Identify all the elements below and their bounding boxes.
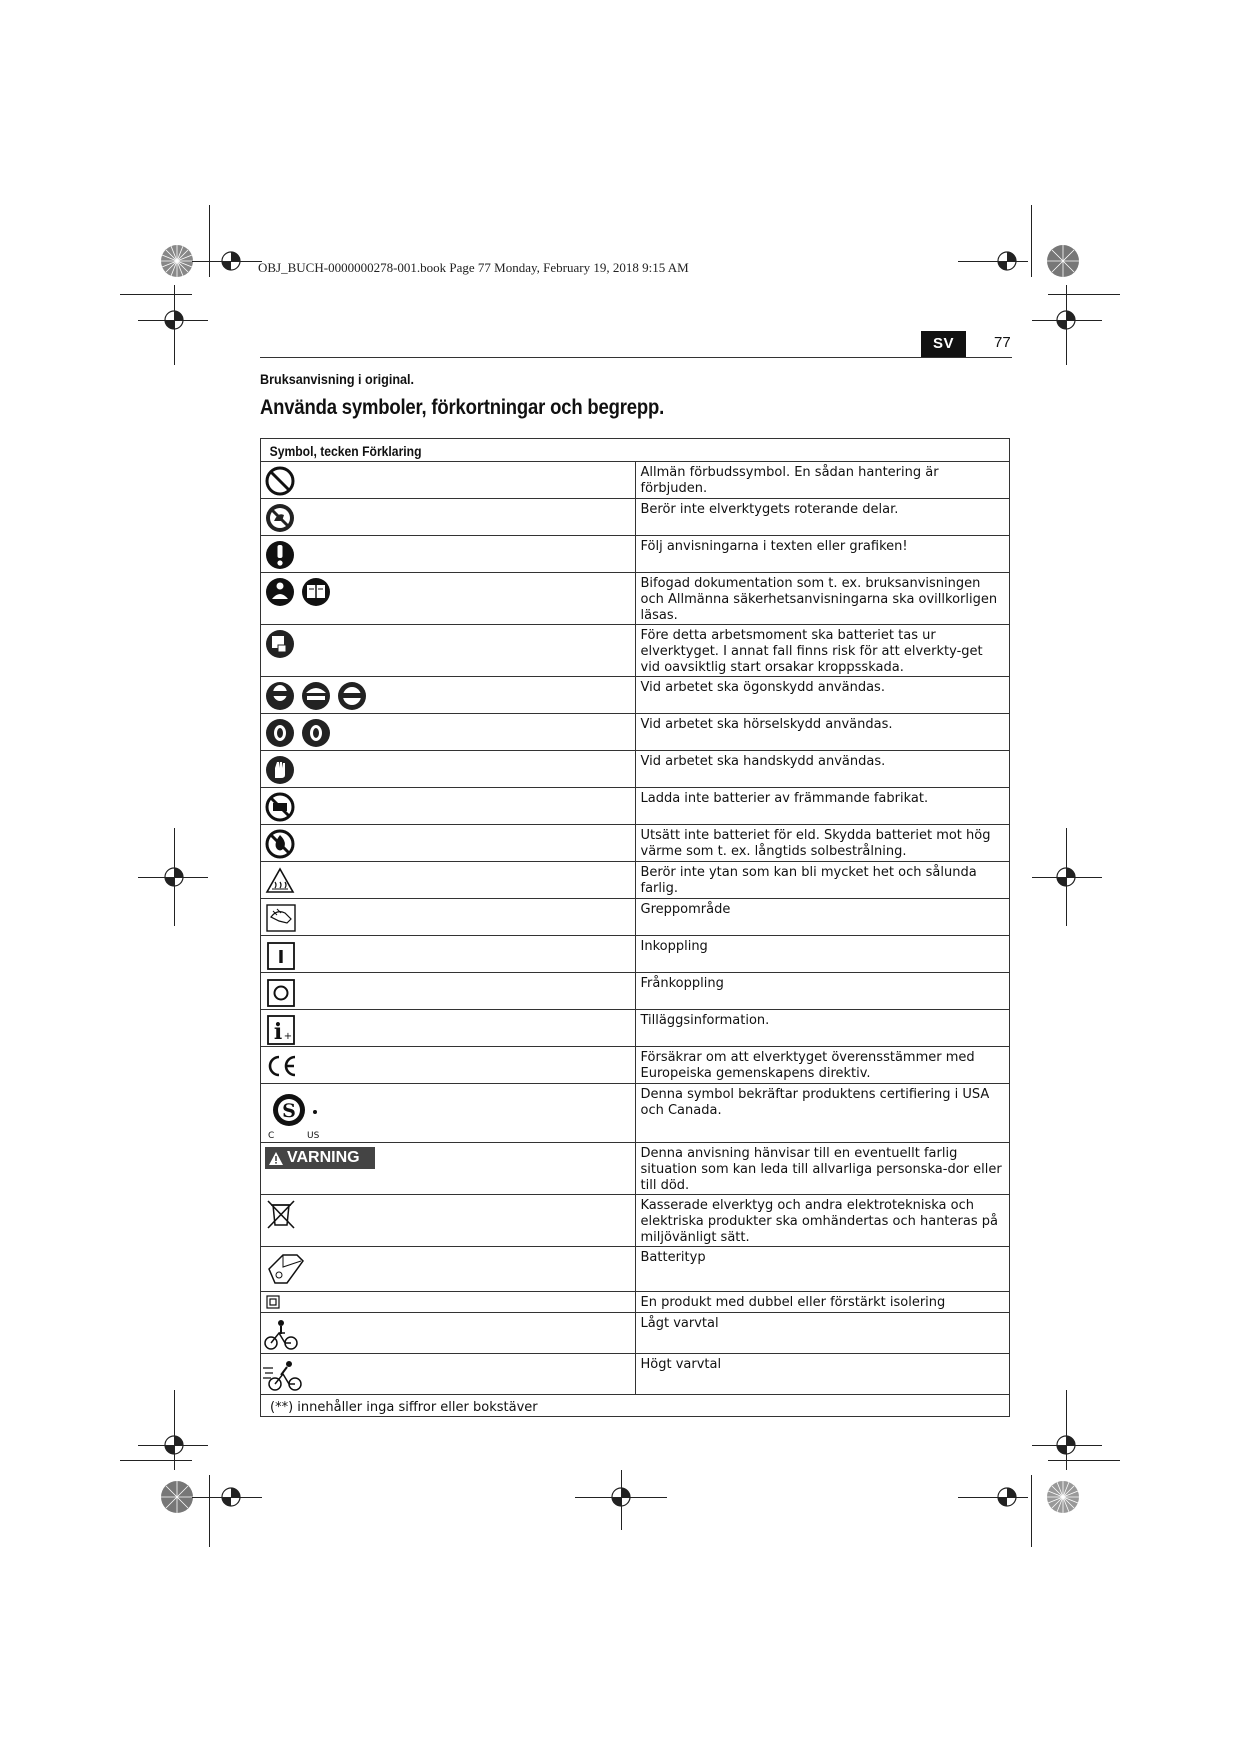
table-row xyxy=(261,625,1010,677)
symbol-cell xyxy=(261,973,636,1010)
table-row xyxy=(261,788,1010,825)
explanation-cell: Ladda inte batterier av främmande fabrikat. xyxy=(635,788,1010,825)
explanation-cell: Allmän förbudssymbol. En sådan hantering är förbjuden. xyxy=(635,462,1010,499)
explanation-cell: Bifogad dokumentation som t. ex. bruksanvisningen och Allmänna säkerhetsanvisningarna ska ovillkorligen läsas. xyxy=(635,573,1010,625)
high-speed-icon xyxy=(261,1354,311,1394)
table-row xyxy=(261,825,1010,862)
warning-label-text: VARNING xyxy=(287,1149,360,1166)
table-row xyxy=(261,573,1010,625)
table-row xyxy=(261,1010,1010,1047)
battery-type-icon xyxy=(261,1247,311,1291)
explanation-cell: Batterityp xyxy=(635,1247,1010,1292)
symbol-cell xyxy=(261,1195,636,1247)
svg-text:i: i xyxy=(273,1019,283,1045)
hot-surface-icon xyxy=(261,862,301,898)
explanation-cell: Denna symbol bekräftar produktens certifiering i USA och Canada. xyxy=(635,1084,1010,1143)
svg-text:US: US xyxy=(307,1131,320,1141)
registration-rosette-icon xyxy=(1046,244,1080,278)
table-header: Symbol, tecken Förklaring xyxy=(269,444,422,459)
no-foreign-battery-icon xyxy=(261,788,301,824)
explanation-cell: Före detta arbetsmoment ska batteriet tas ur elverktyget. I annat fall finns risk för att elverkty-get vid oavsiktlig start orsakar kroppsskada. xyxy=(635,625,1010,677)
table-row xyxy=(261,751,1010,788)
ce-mark-icon xyxy=(261,1047,301,1083)
explanation-cell: Kasserade elverktyg och andra elektrotekniska och elektriska produkter ska omhändertas och hanteras på miljövänligt sätt. xyxy=(635,1195,1010,1247)
info-icon xyxy=(261,1010,301,1046)
explanation-cell: Tilläggsinformation. xyxy=(635,1010,1010,1047)
grip-area-icon xyxy=(261,899,301,935)
prohibition-icon xyxy=(261,462,301,498)
symbol-cell xyxy=(261,714,636,751)
eye-protection-icon xyxy=(261,677,371,713)
table-row xyxy=(261,899,1010,936)
no-fire-icon xyxy=(261,825,301,861)
document-subtitle: Bruksanvisning i original. xyxy=(260,371,415,387)
symbol-cell xyxy=(261,1313,636,1354)
explanation-cell: Greppområde xyxy=(635,899,1010,936)
no-touch-rotating-icon xyxy=(261,499,301,535)
table-row xyxy=(261,1354,1010,1395)
explanation-cell: Försäkrar om att elverktyget överensstämmer med Europeiska gemenskapens direktiv. xyxy=(635,1047,1010,1084)
switch-on-icon xyxy=(261,936,301,972)
table-row xyxy=(261,1313,1010,1354)
table-row xyxy=(261,1143,1010,1195)
table-row xyxy=(261,1084,1010,1143)
symbol-cell xyxy=(261,536,636,573)
hearing-protection-icon xyxy=(261,714,341,750)
page-title: Använda symboler, förkortningar och begrepp. xyxy=(260,396,665,419)
symbol-cell xyxy=(261,788,636,825)
table-footnote: (**) innehåller inga siffror eller bokstäver xyxy=(270,1400,538,1415)
table-row xyxy=(261,1195,1010,1247)
symbol-cell xyxy=(261,1143,636,1195)
symbol-cell xyxy=(261,1047,636,1084)
table-footer-row xyxy=(261,1395,1010,1417)
table-row xyxy=(261,677,1010,714)
symbol-table xyxy=(260,438,1010,1417)
explanation-cell: Högt varvtal xyxy=(635,1354,1010,1395)
explanation-cell: Vid arbetet ska ögonskydd användas. xyxy=(635,677,1010,714)
symbol-cell xyxy=(261,462,636,499)
exclamation-icon xyxy=(261,536,301,572)
symbol-cell xyxy=(261,573,636,625)
table-row xyxy=(261,1292,1010,1313)
symbol-cell xyxy=(261,825,636,862)
explanation-cell: Lågt varvtal xyxy=(635,1313,1010,1354)
switch-off-icon xyxy=(261,973,301,1009)
remove-battery-icon xyxy=(261,625,301,661)
explanation-cell: En produkt med dubbel eller förstärkt isolering xyxy=(635,1292,1010,1313)
registration-rosette-icon xyxy=(1046,1480,1080,1514)
symbol-cell xyxy=(261,899,636,936)
svg-text:S: S xyxy=(282,1100,296,1122)
explanation-cell: Berör inte elverktygets roterande delar. xyxy=(635,499,1010,536)
warning-triangle-icon xyxy=(268,1151,284,1166)
symbol-cell xyxy=(261,677,636,714)
symbol-cell xyxy=(261,1292,636,1313)
symbol-cell xyxy=(261,1247,636,1292)
hand-protection-icon xyxy=(261,751,301,787)
explanation-cell: Denna anvisning hänvisar till en eventuellt farlig situation som kan leda till allvarliga personska-dor eller till död. xyxy=(635,1143,1010,1195)
svg-text:C: C xyxy=(268,1131,275,1141)
language-badge: SV xyxy=(921,331,966,357)
table-row xyxy=(261,973,1010,1010)
explanation-cell: Berör inte ytan som kan bli mycket het och sålunda farlig. xyxy=(635,862,1010,899)
symbol-cell xyxy=(261,751,636,788)
symbol-cell xyxy=(261,1354,636,1395)
svg-text:I: I xyxy=(277,947,285,968)
explanation-cell: Vid arbetet ska handskydd användas. xyxy=(635,751,1010,788)
explanation-cell: Frånkoppling xyxy=(635,973,1010,1010)
registration-rosette-icon xyxy=(160,244,194,278)
explanation-cell: Inkoppling xyxy=(635,936,1010,973)
warning-label-icon xyxy=(265,1147,375,1169)
symbol-cell xyxy=(261,499,636,536)
symbol-cell xyxy=(261,936,636,973)
book-info-line: OBJ_BUCH-0000000278-001.book Page 77 Monday, February 19, 2018 9:15 AM xyxy=(258,260,689,275)
table-row xyxy=(261,862,1010,899)
csa-certification-icon xyxy=(261,1084,331,1142)
table-header-row xyxy=(261,439,1010,462)
explanation-cell: Utsätt inte batteriet för eld. Skydda batteriet mot hög värme som t. ex. långtids solbestrålning. xyxy=(635,825,1010,862)
svg-text:+: + xyxy=(283,1031,293,1042)
table-row xyxy=(261,936,1010,973)
explanation-cell: Följ anvisningarna i texten eller grafiken! xyxy=(635,536,1010,573)
table-row xyxy=(261,1047,1010,1084)
table-row xyxy=(261,1247,1010,1292)
low-speed-icon xyxy=(261,1313,301,1353)
symbol-cell xyxy=(261,1010,636,1047)
table-row xyxy=(261,536,1010,573)
double-insulation-icon xyxy=(261,1292,301,1312)
header-rule xyxy=(260,357,1012,358)
explanation-cell: Vid arbetet ska hörselskydd användas. xyxy=(635,714,1010,751)
table-row xyxy=(261,462,1010,499)
symbol-cell xyxy=(261,625,636,677)
page-number: 77 xyxy=(994,334,1011,351)
weee-bin-icon xyxy=(261,1195,301,1231)
table-row xyxy=(261,714,1010,751)
symbol-cell xyxy=(261,1084,636,1143)
symbol-cell xyxy=(261,862,636,899)
registration-rosette-icon xyxy=(160,1480,194,1514)
table-row xyxy=(261,499,1010,536)
read-manual-icon xyxy=(261,573,341,609)
